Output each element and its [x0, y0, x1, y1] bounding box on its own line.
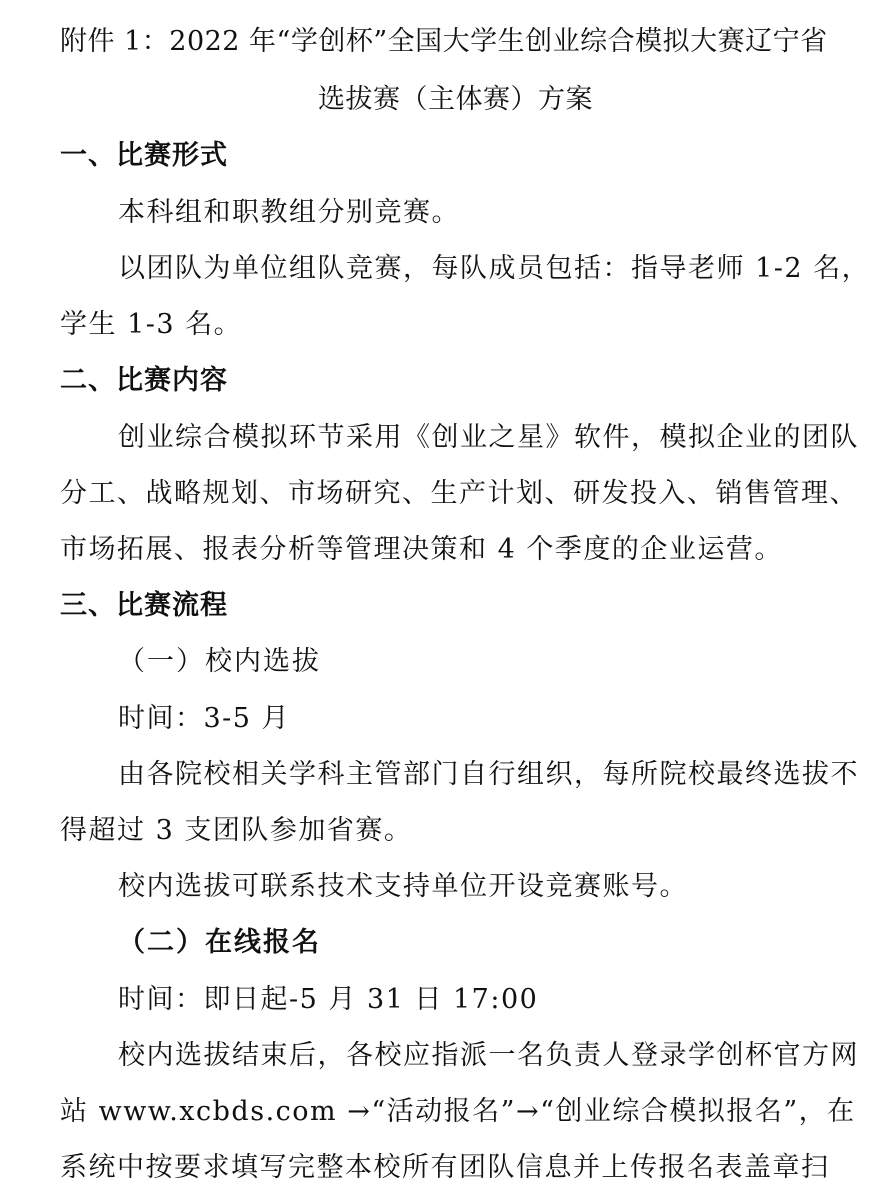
subsection-heading-online-registration: （二）在线报名 — [118, 927, 321, 958]
section-heading-content: 二、比赛内容 — [60, 365, 228, 396]
campus-selection-para-1-line-1: 由各院校相关学科主管部门自行组织，每所院校最终选拔不 — [118, 759, 859, 790]
online-registration-para-line-1: 校内选拔结束后，各校应指派一名负责人登录学创杯官方网 — [118, 1040, 859, 1071]
document-title-line-2: 选拔赛（主体赛）方案 — [318, 84, 593, 115]
campus-selection-para-1-line-2: 得超过 3 支团队参加省赛。 — [60, 815, 413, 846]
paragraph-content-line-1: 创业综合模拟环节采用《创业之星》软件，模拟企业的团队 — [118, 422, 859, 453]
online-registration-time: 时间：即日起-5 月 31 日 17:00 — [118, 984, 539, 1015]
paragraph-content-line-3: 市场拓展、报表分析等管理决策和 4 个季度的企业运营。 — [60, 534, 783, 565]
paragraph-format-2-line-1: 以团队为单位组队竞赛，每队成员包括：指导老师 1-2 名， — [118, 253, 871, 284]
paragraph-format-2-line-2: 学生 1-3 名。 — [60, 309, 243, 340]
section-heading-process: 三、比赛流程 — [60, 590, 228, 621]
online-registration-para-line-3: 系统中按要求填写完整本校所有团队信息并上传报名表盖章扫 — [60, 1152, 830, 1183]
paragraph-format-1: 本科组和职教组分别竞赛。 — [118, 197, 460, 228]
campus-selection-para-2: 校内选拔可联系技术支持单位开设竞赛账号。 — [118, 871, 688, 902]
section-heading-format: 一、比赛形式 — [60, 140, 228, 171]
document-title-line-1: 附件 1：2022 年“学创杯”全国大学生创业综合模拟大赛辽宁省 — [60, 26, 828, 57]
paragraph-content-line-2: 分工、战略规划、市场研究、生产计划、研发投入、销售管理、 — [60, 478, 858, 509]
online-registration-para-line-2: 站 www.xcbds.com →“活动报名”→“创业综合模拟报名”，在 — [60, 1096, 856, 1127]
subsection-heading-campus-selection: （一）校内选拔 — [118, 646, 321, 677]
campus-selection-time: 时间：3-5 月 — [118, 703, 291, 734]
